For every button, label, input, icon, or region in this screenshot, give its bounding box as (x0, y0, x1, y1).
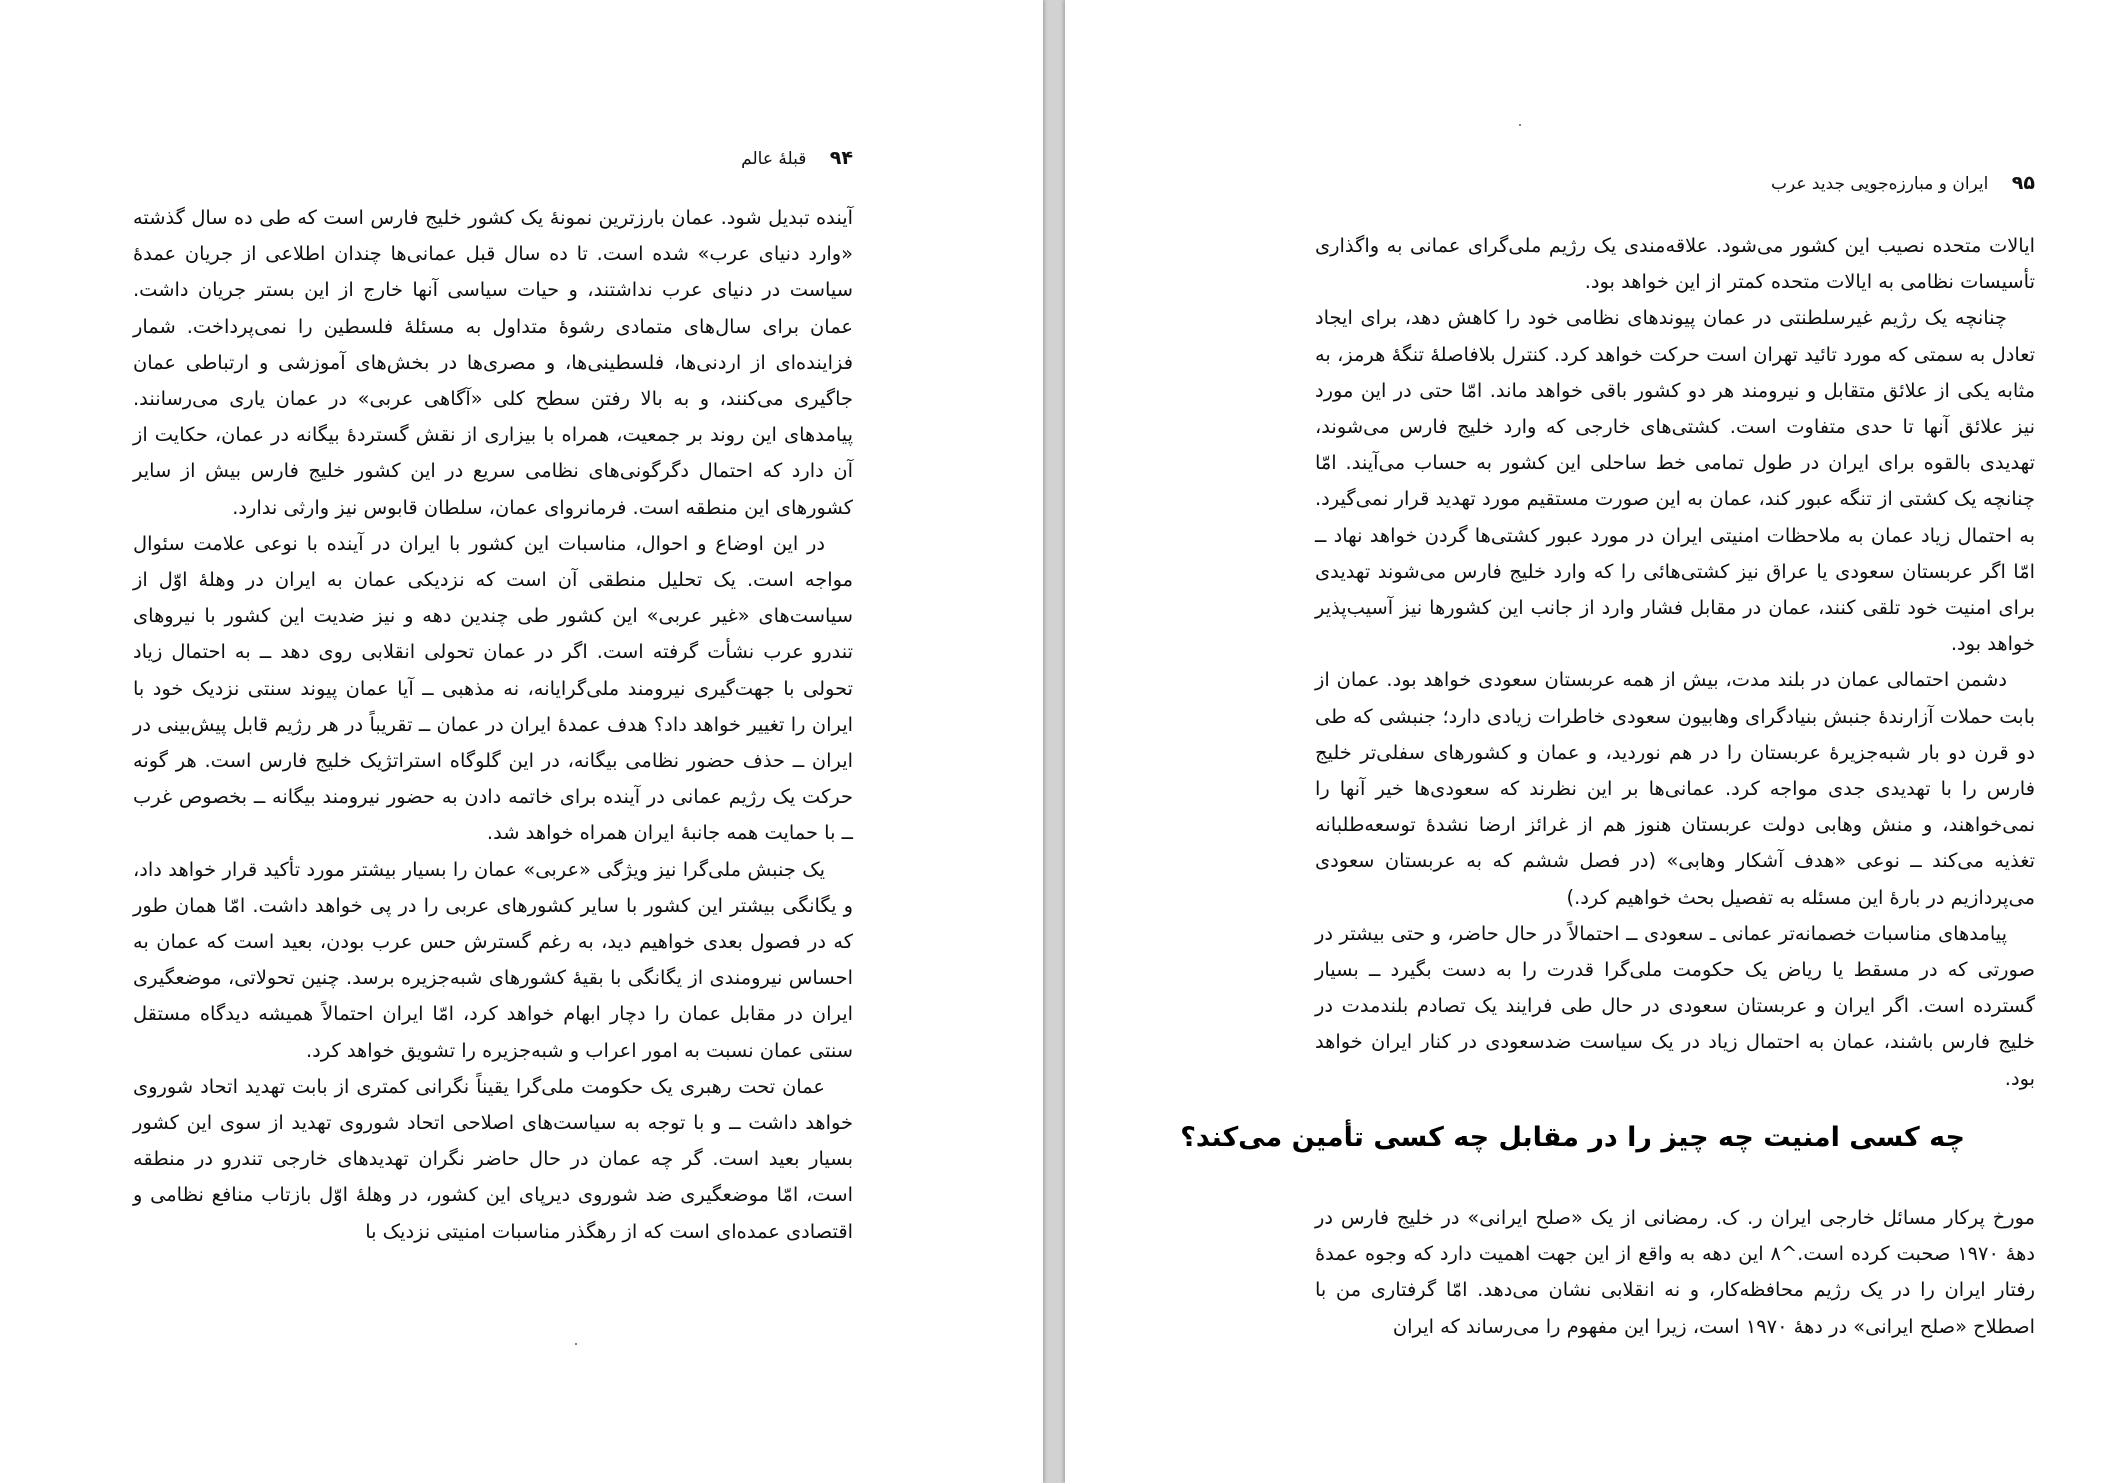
scan-speck (1519, 124, 1521, 126)
left-page (0, 0, 1043, 1483)
right-paragraph-3: دشمن احتمالی عمان در بلند مدت، بیش از همه عربستان سعودی خواهد بود. عمان از بابت حملات آزارندهٔ جنبش بنیادگرای وهابیون سعودی خاطرات زیادی دارد؛ جنبشی که طی دو قرن دو بار شبه‌جزیرهٔ عربستان را در هم نوردید، و عمان و کشورهای سفلی‌تر خلیج فارس را با تهدیدی جدی مواجه کرد. عمانی‌ها بر این نظرند که سعودی‌ها خیر آنها را نمی‌خواهند، و منش وهابی دولت عربستان هنوز هم از غرائز ارضا نشدهٔ توسعه‌طلبانه تغذیه می‌کند ــ نوعی «هدف آشکار وهابی» (در فصل ششم که به عربستان سعودی می‌پردازیم در بارهٔ این مسئله به تفصیل بحث خواهیم کرد.) (1315, 668, 2035, 909)
right-paragraph-5: مورخ پرکار مسائل خارجی ایران ر. ک. رمضانی از یک «صلح ایرانی» در خلیج فارس در دههٔ ۱۹۷۰ صحبت کرده است.^۸ این دهه به واقع از این جهت اهمیت دارد که وجوه عمدهٔ رفتار ایران را در یک رژیم محافظه‌کار، و نه انقلابی نشان می‌دهد. امّا گرفتاری من با اصطلاح «صلح ایرانی» در دههٔ ۱۹۷۰ است، زیرا این مفهوم را می‌رساند که ایران (1315, 1206, 2035, 1338)
left-paragraph-1: آینده تبدیل شود. عمان بارزترین نمونهٔ یک کشور خلیج فارس است که طی ده سال گذشته «وارد دنیای عرب» شده است. تا ده سال قبل عمانی‌ها چندان اطلاعی از جریان عمدهٔ سیاست در دنیای عرب نداشتند، و حیات سیاسی آنها خارج از این بستر جریان داشت. عمان برای سال‌های متمادی رشوهٔ متداول به مسئلهٔ فلسطین را نمی‌پرداخت. شمار فزاینده‌ای از اردنی‌ها، فلسطینی‌ها، و مصری‌ها در بخش‌های آموزشی و ارتباطی عمان جاگیری می‌کنند، و به بالا رفتن سطح کلی «آگاهی عربی» در عمان یاری می‌رسانند. پیامدهای این روند بر جمعیت، همراه با بیزاری از نقش گستردهٔ بیگانه در عمان، حکایت از آن دارد که احتمال دگرگونی‌های نظامی سریع در این کشور خلیج فارس بیش از سایر کشورهای این منطقه است. فرمانروای عمان، سلطان قابوس نیز وارثی ندارد. (133, 206, 853, 519)
left-running-head (741, 147, 853, 169)
left-running-title: قبلهٔ عالم (741, 149, 807, 169)
right-page-number: ۹۵ (2011, 172, 2035, 194)
left-paragraph-2: در این اوضاع و احوال، مناسبات این کشور با ایران در آینده با نوعی علامت سئوال مواجه است. یک تحلیل منطقی آن است که نزدیکی عمان به ایران در وهلهٔ اوّل از سیاست‌های «غیر عربی» این کشور طی چندین دهه و نیز ضدیت این کشور با نیروهای تندرو عرب نشأت گرفته است. اگر در عمان تحولی انقلابی روی دهد ــ به احتمال زیاد تحولی با جهت‌گیری نیرومند ملی‌گرایانه، نه مذهبی ــ آیا عمان پیوند سنتی نزدیک خود با ایران را تغییر خواهد داد؟ هدف عمدهٔ ایران در عمان ــ تقریباً در هر رژیم قابل پیش‌بینی در ایران ــ حذف حضور نظامی بیگانه، در این گلوگاه استراتژیک خلیج فارس است. هر گونه حرکت یک رژیم عمانی در آینده برای خاتمه دادن به حضور نیرومند بیگانه ــ بخصوص غرب ــ با حمایت همه جانبهٔ ایران همراه خواهد شد. (133, 531, 853, 845)
left-paragraph-4: عمان تحت رهبری یک حکومت ملی‌گرا یقیناً نگرانی کمتری از بابت تهدید اتحاد شوروی خواهد داشت ــ و با توجه به سیاست‌های اصلاحی اتحاد شوروی تهدید از سوی این کشور بسیار بعید است. گر چه عمان در حال حاضر نگران تهدیدهای خارجی تندرو در منطقه است، امّا موضعگیری ضد شوروی دیرپای این کشور، در وهلهٔ اوّل بازتاب منافع نظامی و اقتصادی عمده‌ای است که از رهگذر مناسبات امنیتی نزدیک با (133, 1074, 853, 1243)
right-paragraph-2: چنانچه یک رژیم غیرسلطنتی در عمان پیوندهای نظامی خود را کاهش دهد، برای ایجاد تعادل به سمتی که مورد تائید تهران است حرکت خواهد کرد. کنترل بلافاصلهٔ تنگهٔ هرمز، به مثابه یکی از علائق متقابل و نیرومند هر دو کشور باقی خواهد ماند. امّا حتی در این مورد نیز علائق آنها تا حدی متفاوت است. کشتی‌های خارجی که وارد خلیج فارس می‌شوند، تهدیدی بالقوه برای ایران در طول تمامی خط ساحلی این کشور به حساب می‌آیند. امّا چنانچه یک کشتی از تنگه عبور کند، عمان به این صورت مستقیم مورد تهدید قرار نمی‌گیرد. به احتمال زیاد عمان به ملاحظات امنیتی ایران در مورد عبور کشتی‌ها گردن خواهد نهاد ــ امّا اگر عربستان سعودی یا عراق نیز کشتی‌هائی را که وارد خلیج فارس می‌شوند تهدیدی برای امنیت خود تلقی کنند، عمان در مقابل فشار وارد از جانب این کشورها نیز آسیب‌پذیر خواهد بود. (1315, 306, 2035, 656)
right-running-head (1771, 172, 2035, 194)
right-paragraph-1: ایالات متحده نصیب این کشور می‌شود. علاقه‌مندی یک رژیم ملی‌گرای عمانی به واگذاری تأسیسات نظامی به ایالات متحده کمتر از این خواهد بود. (1315, 234, 2035, 294)
left-paragraph-3: یک جنبش ملی‌گرا نیز ویژگی «عربی» عمان را بسیار بیشتر مورد تأکید قرار خواهد داد، و یگانگی بیشتر این کشور با سایر کشورهای عربی را در پی خواهد داشت. امّا همان طور که در فصول بعدی خواهیم دید، به رغم گسترش حس عرب بودن، بعید است که عمان به احساس نیرومندی از یگانگی با بقیهٔ کشورهای شبه‌جزیره برسد. چنین تحولاتی، موضعگیری ایران در مقابل عمان را دچار ابهام خواهد کرد، امّا ایران احتمالاً همیشه دیدگاه مستقل سنتی عمان نسبت به امور اعراب و شبه‌جزیره را تشویق خواهد کرد. (133, 857, 853, 1062)
left-body-text (133, 200, 853, 1250)
right-body-text-after-heading (1315, 1200, 2035, 1345)
right-paragraph-4: پیامدهای مناسبات خصمانه‌تر عمانی ـ سعودی ــ احتمالاً در حال حاضر، و حتی بیشتر در صورتی که در مسقط یا ریاض یک حکومت ملی‌گرا قدرت را به دست بگیرد ــ بسیار گسترده است. اگر ایران و عربستان سعودی در حال طی فرایند یک تصادم بلندمدت در خلیج فارس باشند، عمان به احتمال زیاد در یک سیاست ضدسعودی در کنار ایران خواهد بود. (1315, 921, 2035, 1090)
right-body-text (1315, 228, 2035, 1097)
section-heading: چه کسی امنیت چه چیز را در مقابل چه کسی تأمین می‌کند؟ (1180, 1122, 1965, 1153)
left-page-number: ۹۴ (829, 147, 853, 169)
scan-speck (575, 1343, 577, 1345)
right-running-title: ایران و مبارزه‌جویی جدید عرب (1770, 174, 1989, 194)
right-page (1065, 0, 2110, 1483)
